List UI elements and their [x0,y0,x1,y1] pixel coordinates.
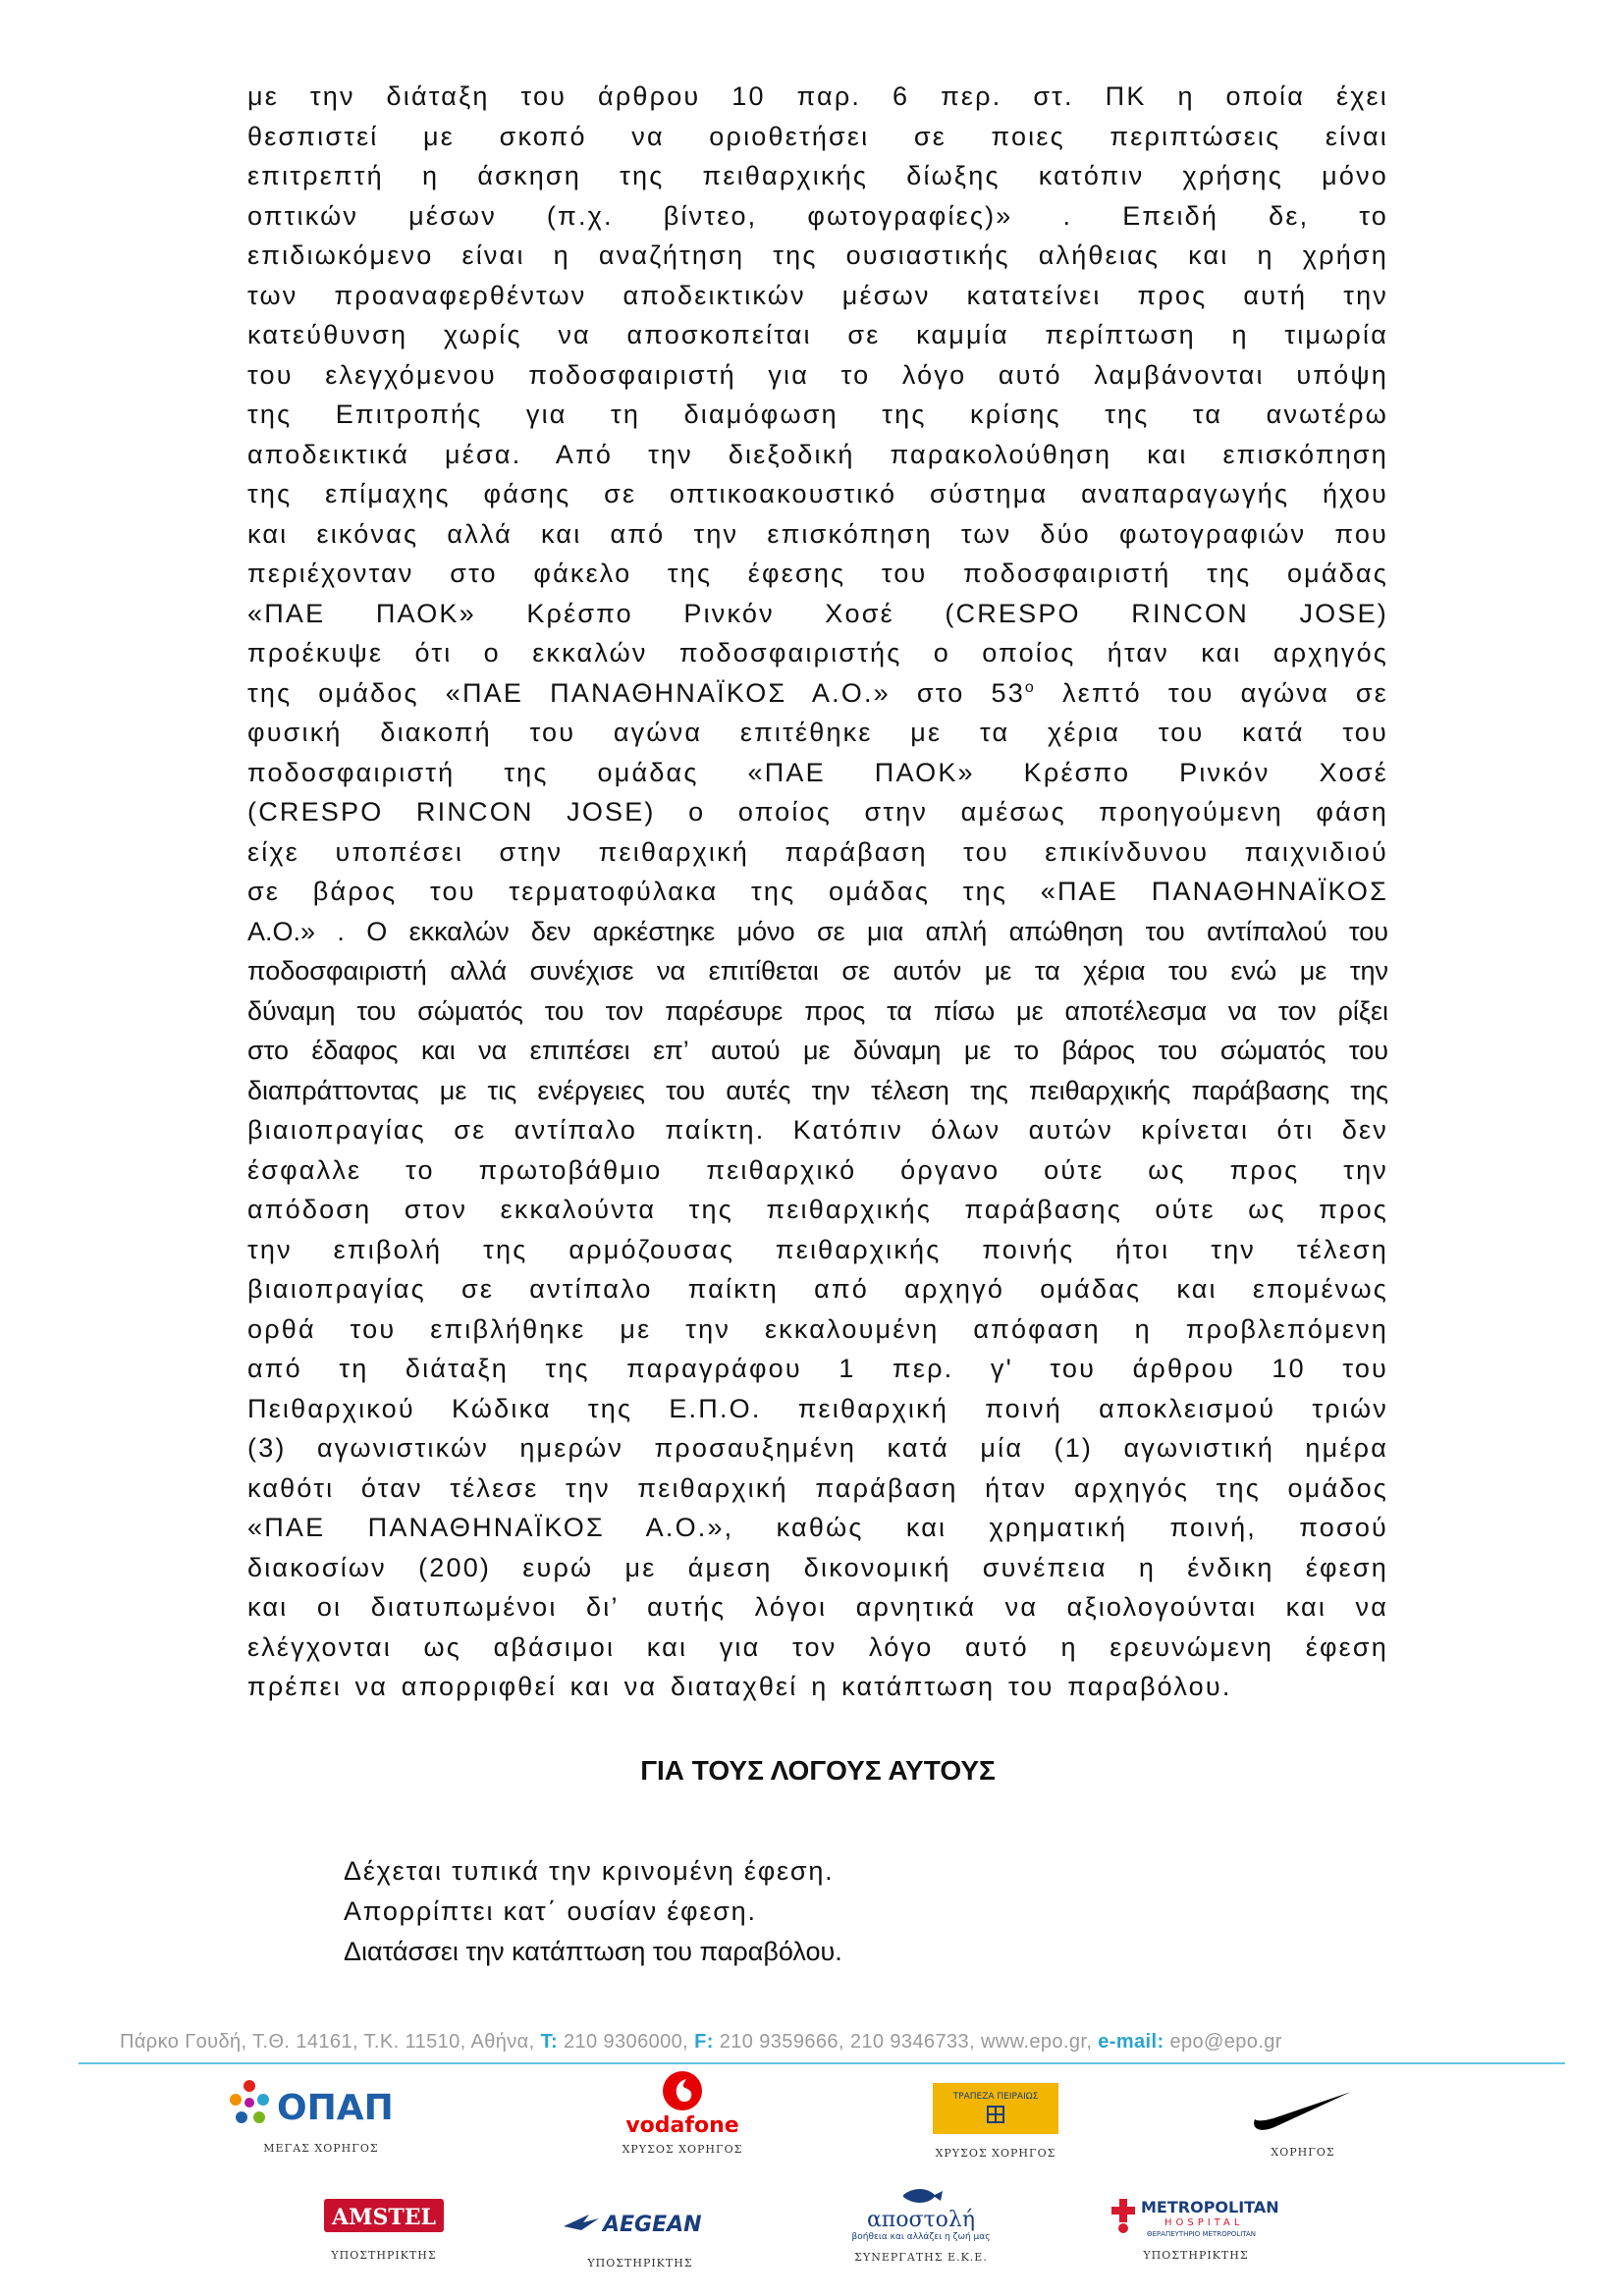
metropolitan-wordmark: METROPOLITAN [1141,2198,1279,2216]
sponsor-metropolitan [1108,2195,1284,2262]
piraeus-wordmark: ΤΡΑΠΕΖΑ ΠΕΙΡΑΙΩΣ [952,2092,1039,2102]
amstel-logo-icon [324,2197,444,2236]
sponsor-role: ΥΠΟΣΤΗΡΙΚΤΗΣ [1143,2249,1249,2262]
metropolitan-sub2: ΘΕΡΑΠΕΥΤΗΡΙΟ METROPOLITAN [1147,2230,1257,2238]
sponsor-role: ΥΠΟΣΤΗΡΙΚΤΗΣ [587,2257,693,2269]
amstel-wordmark: AMSTEL [332,2205,436,2230]
body-line: την επιβολή της αρμόζουσας πειθαρχικής ποινής ήτοι την τέλεση [247,1234,1388,1264]
body-line: από τη διάταξη της παραγράφου 1 περ. γ' του άρθρου 10 του [247,1354,1388,1383]
body-line: φυσική διακοπή του αγώνα επιτέθηκε με τα χέρια του κατά του [247,718,1388,747]
body-line: πρέπει να απορριφθεί και να διαταχθεί η κατάπτωση του παραβόλου. [247,1672,1232,1701]
metropolitan-logo-icon [1108,2195,1284,2238]
body-line: στο έδαφος και να επιπέσει επ’ αυτού με δύναμη με το βάρος του σώματός του [247,1036,1388,1065]
body-line: ποδοσφαιριστή αλλά συνέχισε να επιτίθεται σε αυτόν με τα χέρια του ενώ με την [247,956,1388,986]
body-line: και εικόνας αλλά και από την επισκόπηση των δύο φωτογραφιών που [247,518,1388,549]
body-line: (3) αγωνιστικών ημερών προσαυξημένη κατά μία (1) αγωνιστική ημέρα [247,1433,1388,1463]
sponsor-amstel [324,2197,444,2262]
rulings-list [344,1851,842,1972]
apostoli-wordmark: αποστολή [866,2208,976,2232]
body-line: και οι διατυπωμένοι δι’ αυτής λόγοι αρνητικά να αξιολογούνται και να [247,1592,1388,1622]
sponsor-role: ΧΡΥΣΟΣ ΧΟΡΗΓΟΣ [622,2143,743,2156]
footer-divider [79,2062,1565,2064]
vodafone-logo-icon [604,2069,761,2138]
metropolitan-sub: HOSPITAL [1164,2217,1244,2228]
body-line: επιτρεπτή η άσκηση της πειθαρχικής δίωξης κατόπιν χρήσης μόνο [247,161,1388,190]
body-line: ελέγχονται ως αβάσιμοι και για τον λόγο αυτό η ερευνώμενη έφεση [247,1631,1388,1662]
fax-label: F: [694,2031,714,2053]
sponsor-role: ΥΠΟΣΤΗΡΙΚΤΗΣ [331,2249,437,2262]
body-line: σε βάρος του τερματοφύλακα της ομάδας της «ΠΑΕ ΠΑΝΑΘΗΝΑΪΚΟΣ [247,877,1388,906]
phone-number: 210 9306000, [558,2031,695,2053]
body-line: επιδιωκόμενο είναι η αναζήτηση της ουσιαστικής αλήθειας και η χρήση [247,240,1388,270]
decision-body [247,77,1388,1707]
sponsor-role: ΣΥΝΕΡΓΑΤΗΣ Ε.Κ.Ε. [854,2251,988,2264]
body-line: βιαιοπραγίας σε αντίπαλο παίκτη. Κατόπιν όλων αυτών κρίνεται ότι δεν [247,1115,1388,1145]
body-line: απόδοση στον εκκαλούντα της πειθαρχικής παράβασης ούτε ως προς [247,1195,1388,1224]
sponsor-vodafone [604,2069,761,2156]
sponsor-apostoli [825,2187,1017,2264]
email-address: epo@epo.gr [1164,2031,1282,2053]
body-line: αποδεικτικά μέσα. Από την διεξοδική παρακολούθηση και επισκόπηση [247,439,1388,469]
body-line: Πειθαρχικού Κώδικα της Ε.Π.Ο. πειθαρχική ποινή αποκλεισμού τριών [247,1393,1388,1423]
body-line: (CRESPO RINCON JOSE) ο οποίος στην αμέσως προηγούμενη φάση [247,797,1388,827]
phone-label: T: [540,2031,559,2053]
body-line: «ΠΑΕ ΠΑΝΑΘΗΝΑΪΚΟΣ Α.Ο.», καθώς και χρηματική ποινή, ποσού [247,1513,1388,1542]
opap-wordmark: ΟΠΑΠ [277,2088,394,2128]
footer-address: Πάρκο Γουδή, Τ.Θ. 14161, Τ.Κ. 11510, Αθήνα, [120,2031,541,2053]
sponsor-role: ΧΡΥΣΟΣ ΧΟΡΗΓΟΣ [935,2147,1056,2160]
body-line: ορθά του επιβλήθηκε με την εκκαλουμένη απόφαση η προβλεπόμενη [247,1313,1388,1344]
body-line: διαπράττοντας με τις ενέργειες του αυτές την τέλεση της πειθαρχικής παράβασης της [247,1075,1388,1105]
ruling-item: Διατάσσει την κατάπτωση του παραβόλου. [344,1937,842,1966]
ruling-item: Απορρίπτει κατ΄ ουσίαν έφεση. [344,1896,757,1926]
superscript-ordinal: ο [1024,678,1037,696]
body-line: βιαιοπραγίας σε αντίπαλο παίκτη από αρχηγό ομάδας και επομένως [247,1274,1388,1304]
body-line-minute [247,673,1388,714]
sponsor-nike [1249,2086,1357,2159]
sponsor-role: ΜΕΓΑΣ ΧΟΡΗΓΟΣ [263,2142,379,2155]
body-line-part: λεπτό του αγώνα σε [1036,677,1388,708]
fax-numbers: 210 9359666, 210 9346733, www.epo.gr, [713,2031,1099,2053]
body-line: των προαναφερθέντων αποδεικτικών μέσων κατατείνει προς αυτή την [247,280,1388,310]
section-heading: ΓΙΑ ΤΟΥΣ ΛΟΓΟΥΣ ΑΥΤΟΥΣ [640,1755,996,1786]
body-line: διακοσίων (200) ευρώ με άμεση δικονομική συνέπεια η ένδικη έφεση [247,1552,1388,1582]
body-line: είχε υποπέσει στην πειθαρχική παράβαση του επικίνδυνου παιχνιδιού [247,836,1388,867]
apostoli-tagline: βοήθεια και αλλάζει η ζωή μας [851,2232,991,2242]
body-line: έσφαλλε το πρωτοβάθμιο πειθαρχικό όργανο ούτε ως προς την [247,1154,1388,1185]
nike-swoosh-icon [1249,2086,1357,2135]
body-line: δύναμη του σώματός του τον παρέσυρε προς τα πίσω με αποτέλεσμα να τον ρίξει [247,995,1388,1026]
opap-logo-icon [228,2076,414,2137]
aegean-logo-icon [560,2207,721,2238]
body-line: κατεύθυνση χωρίς να αποσκοπείται σε καμμία περίπτωση η τιμωρία [247,320,1388,349]
aegean-wordmark: AEGEAN [603,2213,702,2237]
vodafone-wordmark: vodafone [625,2113,739,2138]
body-line: της επίμαχης φάσης σε οπτικοακουστικό σύστημα αναπαραγωγής ήχου [247,479,1388,508]
body-line: ποδοσφαιριστή της ομάδας «ΠΑΕ ΠΑΟΚ» Κρέσπο Ρινκόν Χοσέ [247,757,1388,787]
sponsor-role: ΧΟΡΗΓΟΣ [1271,2146,1335,2159]
body-line: του ελεγχόμενου ποδοσφαιριστή για το λόγο αυτό λαμβάνονται υπόψη [247,359,1388,390]
ruling-item: Δέχεται τυπικά την κρινομένη έφεση. [344,1856,835,1886]
body-line: περιέχονταν στο φάκελο της έφεσης του ποδοσφαιριστή της ομάδας [247,559,1388,588]
email-label: e-mail: [1098,2031,1164,2053]
sponsor-opap [228,2076,414,2155]
piraeus-logo-icon [933,2083,1058,2134]
body-line: της Επιτροπής για τη διαμόφωση της κρίσης της τα ανωτέρω [247,400,1388,429]
footer-contact [120,2031,1514,2054]
apostoli-logo-icon [825,2187,1017,2242]
body-line: καθότι όταν τέλεσε την πειθαρχική παράβαση ήταν αρχηγός της ομάδος [247,1472,1388,1503]
body-line: θεσπιστεί με σκοπό να οριοθετήσει σε ποιες περιπτώσεις είναι [247,121,1388,151]
sponsor-aegean [560,2207,721,2269]
body-line: «ΠΑΕ ΠΑΟΚ» Κρέσπο Ρινκόν Χοσέ (CRESPO RINCON JOSE) [247,598,1388,628]
sponsor-piraeus [933,2083,1058,2160]
body-line: προέκυψε ότι ο εκκαλών ποδοσφαιριστής ο οποίος ήταν και αρχηγός [247,638,1388,667]
body-line-part: της ομάδος «ΠΑΕ ΠΑΝΑΘΗΝΑΪΚΟΣ Α.Ο.» στο 53 [247,677,1025,708]
body-line: Α.Ο.» . Ο εκκαλών δεν αρκέστηκε μόνο σε μια απλή απώθηση του αντίπαλού του [247,916,1388,946]
body-line: οπτικών μέσων (π.χ. βίντεο, φωτογραφίες)» . Επειδή δε, το [247,200,1388,231]
body-line: με την διάταξη του άρθρου 10 παρ. 6 περ. στ. ΠΚ η οποία έχει [247,81,1388,111]
